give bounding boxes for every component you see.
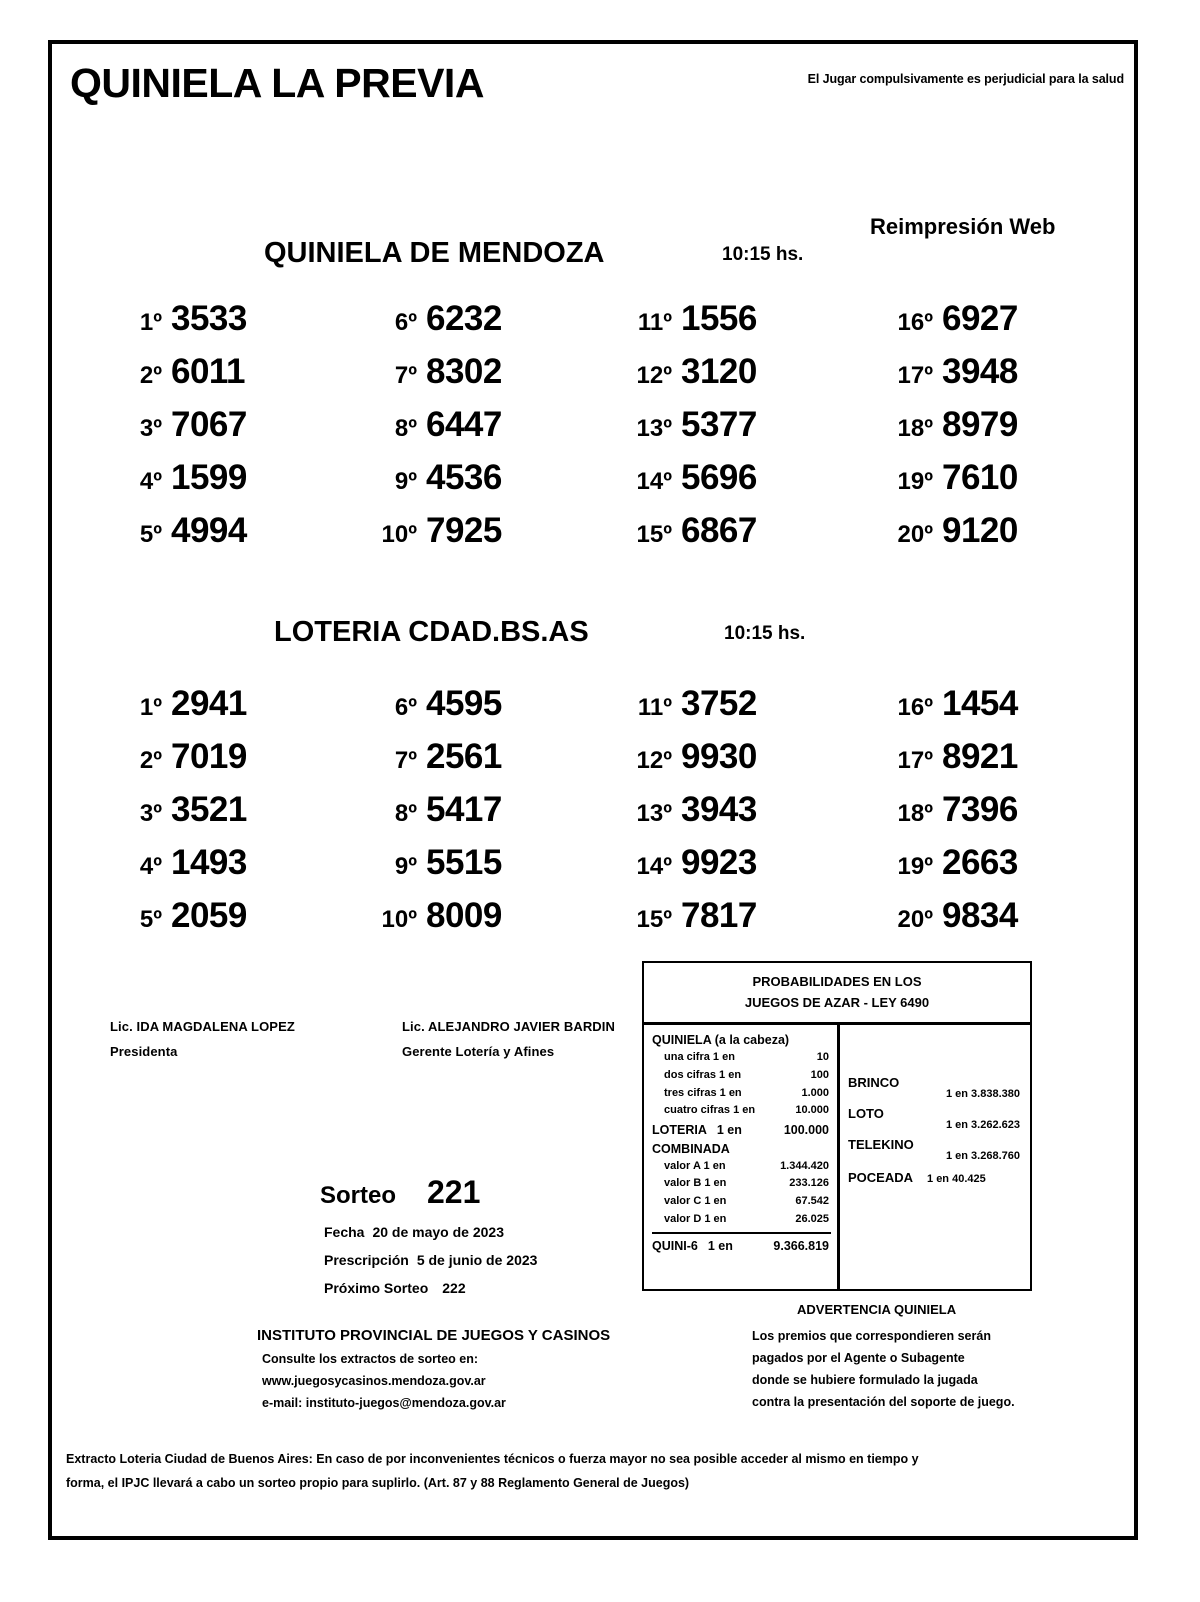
result-position: 12º — [636, 362, 672, 389]
advertencia-line-1: Los premios que correspondieren serán — [752, 1329, 991, 1343]
result-number: 3943 — [681, 790, 757, 829]
result-position: 11º — [637, 309, 672, 336]
result-cell — [110, 790, 353, 843]
loteria-mid: 1 en — [716, 1123, 742, 1138]
sorteo-fecha-label: Fecha — [324, 1224, 365, 1240]
combinada-prob-row — [652, 1175, 831, 1193]
signature-role-president: Presidenta — [110, 1044, 178, 1059]
result-number: 2663 — [942, 843, 1018, 882]
combinada-prob-row-value: 67.542 — [795, 1195, 829, 1208]
quiniela-prob-row-value: 10.000 — [795, 1104, 829, 1117]
page-title: QUINIELA LA PREVIA — [70, 60, 484, 106]
result-cell — [839, 511, 1082, 564]
quiniela-prob-row-label: una cifra 1 en — [664, 1051, 735, 1063]
draw-time-bsas: 10:15 hs. — [724, 623, 806, 644]
result-cell — [839, 405, 1082, 458]
result-position: 3º — [139, 415, 162, 442]
result-cell — [110, 511, 353, 564]
result-cell — [839, 843, 1082, 896]
result-cell — [110, 684, 353, 737]
probabilities-title — [644, 963, 1030, 1025]
result-position: 15º — [636, 521, 672, 548]
result-cell — [596, 843, 839, 896]
result-number: 7817 — [681, 896, 757, 935]
compulsive-gambling-warning: El Jugar compulsivamente es perjudicial para la salud — [807, 72, 1124, 86]
footnote-line-2: forma, el IPJC llevará a cabo un sorteo propio para suplirlo. (Art. 87 y 88 Reglamento General de Juegos) — [66, 1476, 690, 1490]
result-number: 1454 — [942, 684, 1018, 723]
result-number: 5377 — [681, 405, 757, 444]
results-grid-mendoza — [52, 299, 1134, 564]
result-position: 18º — [897, 415, 933, 442]
result-position: 10º — [381, 521, 417, 548]
result-position: 4º — [139, 853, 162, 880]
result-position: 15º — [636, 906, 672, 933]
result-number: 9930 — [681, 737, 757, 776]
combinada-prob-row — [652, 1211, 831, 1229]
loteria-label: LOTERIA — [652, 1123, 707, 1138]
result-number: 1556 — [681, 299, 757, 338]
combinada-section-header: COMBINADA — [652, 1141, 730, 1156]
combinada-prob-row — [652, 1158, 831, 1176]
result-position: 2º — [139, 362, 162, 389]
advertencia-line-3: donde se hubiere formulado la jugada — [752, 1373, 978, 1387]
result-number: 7925 — [426, 511, 502, 550]
combinada-prob-row — [652, 1193, 831, 1211]
combinada-prob-row-value: 233.126 — [789, 1177, 829, 1190]
result-position: 13º — [636, 415, 672, 442]
result-position: 19º — [897, 853, 933, 880]
combinada-prob-row-label: valor A 1 en — [664, 1159, 726, 1172]
signature-name-president: Lic. IDA MAGDALENA LOPEZ — [110, 1019, 295, 1034]
result-position: 6º — [394, 309, 417, 336]
result-cell — [839, 790, 1082, 843]
result-number: 3120 — [681, 352, 757, 391]
result-cell — [596, 790, 839, 843]
result-position: 5º — [139, 906, 162, 933]
signature-name-manager: Lic. ALEJANDRO JAVIER BARDIN — [402, 1019, 615, 1034]
result-position: 8º — [394, 415, 417, 442]
quiniela-prob-row — [652, 1049, 831, 1067]
quiniela-prob-row — [652, 1085, 831, 1103]
draw-title-mendoza: QUINIELA DE MENDOZA — [264, 237, 605, 269]
result-cell — [110, 458, 353, 511]
probabilities-title-line1: PROBABILIDADES EN LOS — [752, 974, 922, 990]
right-game-name: BRINCO — [848, 1075, 900, 1090]
result-position: 1º — [139, 309, 162, 336]
result-position: 16º — [897, 694, 933, 721]
result-cell — [353, 458, 596, 511]
combinada-prob-row-value: 26.025 — [795, 1212, 829, 1225]
quiniela-rows — [652, 1049, 831, 1120]
result-position: 9º — [394, 853, 417, 880]
result-cell — [353, 405, 596, 458]
quiniela-section-header: QUINIELA (a la cabeza) — [652, 1033, 790, 1047]
quiniela-prob-row-label: tres cifras 1 en — [664, 1086, 742, 1099]
probabilities-box — [642, 961, 1032, 1291]
probabilities-title-line2: JUEGOS DE AZAR - LEY 6490 — [744, 994, 930, 1010]
poceada-row — [848, 1170, 1024, 1185]
result-position: 3º — [139, 800, 162, 827]
result-cell — [353, 352, 596, 405]
result-number: 4595 — [426, 684, 502, 723]
result-number: 9120 — [942, 511, 1018, 550]
advertencia-line-2: pagados por el Agente o Subagente — [752, 1351, 965, 1365]
result-cell — [839, 352, 1082, 405]
quiniela-prob-row-value: 10 — [816, 1051, 829, 1063]
result-number: 5696 — [681, 458, 757, 497]
sorteo-fecha-row — [324, 1224, 504, 1240]
probabilities-left-column — [644, 1025, 840, 1289]
result-cell — [596, 896, 839, 949]
result-position: 10º — [381, 906, 417, 933]
sorteo-prescripcion-label: Prescripción — [324, 1252, 409, 1268]
sorteo-prescripcion-value: 5 de junio de 2023 — [416, 1252, 538, 1268]
signature-role-manager: Gerente Lotería y Afines — [402, 1044, 555, 1059]
quiniela-prob-row-value: 100 — [810, 1068, 829, 1081]
combinada-prob-row-value: 1.344.420 — [780, 1159, 829, 1172]
result-number: 2941 — [171, 684, 247, 723]
result-number: 3948 — [942, 352, 1018, 391]
result-cell — [596, 511, 839, 564]
result-position: 9º — [394, 468, 417, 495]
result-number: 1493 — [171, 843, 247, 882]
result-position: 2º — [139, 747, 162, 774]
result-number: 4536 — [426, 458, 502, 497]
result-number: 1599 — [171, 458, 247, 497]
result-number: 5417 — [426, 790, 502, 829]
result-position: 4º — [139, 468, 162, 495]
sorteo-number: 221 — [427, 1174, 481, 1210]
sorteo-prescripcion-row — [324, 1252, 537, 1268]
result-number: 6011 — [171, 352, 245, 391]
result-number: 6232 — [426, 299, 502, 338]
result-cell — [110, 405, 353, 458]
result-number: 8009 — [426, 896, 502, 935]
result-number: 5515 — [426, 843, 502, 882]
result-cell — [596, 737, 839, 790]
draw-header-mendoza — [52, 209, 1134, 279]
result-cell — [110, 352, 353, 405]
result-cell — [596, 352, 839, 405]
result-cell — [353, 299, 596, 352]
result-number: 3752 — [681, 684, 757, 723]
result-cell — [353, 896, 596, 949]
result-position: 18º — [897, 800, 933, 827]
result-cell — [110, 896, 353, 949]
result-cell — [110, 299, 353, 352]
result-cell — [596, 299, 839, 352]
result-position: 14º — [636, 468, 672, 495]
sorteo-proximo-value: 222 — [442, 1280, 466, 1296]
result-number: 3521 — [171, 790, 247, 829]
quiniela-prob-row-label: cuatro cifras 1 en — [664, 1104, 756, 1117]
result-position: 8º — [394, 800, 417, 827]
result-cell — [110, 843, 353, 896]
combinada-prob-row-label: valor D 1 en — [664, 1212, 727, 1225]
result-position: 1º — [139, 694, 162, 721]
right-game-value: 1 en 3.838.380 — [945, 1088, 1020, 1100]
result-number: 7019 — [171, 737, 247, 776]
result-number: 7067 — [171, 405, 247, 444]
loteria-value: 100.000 — [783, 1123, 829, 1138]
reprint-label: Reimpresión Web — [870, 214, 1056, 239]
draw-time-mendoza: 10:15 hs. — [722, 244, 804, 265]
sorteo-label: Sorteo — [320, 1182, 397, 1209]
result-number: 3533 — [171, 299, 247, 338]
result-number: 8979 — [942, 405, 1018, 444]
result-cell — [839, 458, 1082, 511]
result-position: 20º — [897, 906, 933, 933]
institute-line-1: Consulte los extractos de sorteo en: — [262, 1352, 479, 1366]
result-position: 14º — [636, 853, 672, 880]
result-position: 11º — [637, 694, 672, 721]
result-cell — [353, 511, 596, 564]
sorteo-proximo-row — [324, 1280, 466, 1296]
result-position: 7º — [394, 747, 417, 774]
result-position: 6º — [394, 694, 417, 721]
right-games-list — [848, 1075, 1024, 1162]
result-number: 2059 — [171, 896, 247, 935]
result-number: 9834 — [942, 896, 1018, 935]
result-cell — [839, 896, 1082, 949]
right-game-name: TELEKINO — [848, 1137, 914, 1152]
loteria-row — [652, 1120, 831, 1140]
quiniela-prob-row — [652, 1102, 831, 1120]
result-number: 7396 — [942, 790, 1018, 829]
poceada-name: POCEADA — [848, 1170, 914, 1185]
result-cell — [353, 843, 596, 896]
footnote-line-1: Extracto Loteria Ciudad de Buenos Aires: En caso de por inconvenientes técnicos o fuerza mayor no sea posible acceder al mismo en tiempo y — [66, 1452, 919, 1466]
result-position: 19º — [897, 468, 933, 495]
lottery-extract-sheet — [48, 40, 1138, 1540]
advertencia-line-4: contra la presentación del soporte de juego. — [752, 1395, 1015, 1409]
result-position: 17º — [897, 362, 933, 389]
results-grid-bsas — [52, 684, 1134, 949]
result-position: 7º — [394, 362, 417, 389]
combinada-prob-row-label: valor C 1 en — [664, 1195, 727, 1208]
right-game-name: LOTO — [848, 1106, 884, 1121]
right-game-value: 1 en 3.268.760 — [945, 1150, 1020, 1162]
quiniela-prob-row — [652, 1067, 831, 1085]
quini6-row — [652, 1232, 831, 1256]
result-number: 8921 — [942, 737, 1018, 776]
quini6-mid: 1 en — [707, 1238, 733, 1253]
result-cell — [596, 458, 839, 511]
result-number: 7610 — [942, 458, 1018, 497]
draw-title-bsas: LOTERIA CDAD.BS.AS — [274, 616, 589, 648]
sorteo-fecha-value: 20 de mayo de 2023 — [372, 1224, 504, 1240]
advertencia-title: ADVERTENCIA QUINIELA — [797, 1302, 957, 1317]
result-cell — [839, 737, 1082, 790]
poceada-value: 1 en 40.425 — [927, 1173, 986, 1185]
result-cell — [353, 790, 596, 843]
probabilities-body — [644, 1025, 1030, 1289]
result-number: 8302 — [426, 352, 502, 391]
probabilities-right-column — [840, 1025, 1030, 1289]
combinada-rows — [652, 1158, 831, 1229]
result-cell — [110, 737, 353, 790]
result-position: 20º — [897, 521, 933, 548]
result-number: 9923 — [681, 843, 757, 882]
quiniela-prob-row-value: 1.000 — [801, 1086, 829, 1099]
result-position: 13º — [636, 800, 672, 827]
quini6-label: QUINI-6 — [652, 1238, 698, 1253]
header-bar — [52, 54, 1134, 114]
quiniela-prob-row-label: dos cifras 1 en — [664, 1068, 742, 1081]
result-cell — [839, 299, 1082, 352]
institute-line-2[interactable]: www.juegosycasinos.mendoza.gov.ar — [262, 1374, 486, 1388]
result-position: 17º — [897, 747, 933, 774]
result-number: 6867 — [681, 511, 757, 550]
result-cell — [353, 684, 596, 737]
right-game-value: 1 en 3.262.623 — [945, 1119, 1020, 1131]
result-position: 5º — [139, 521, 162, 548]
result-cell — [839, 684, 1082, 737]
result-position: 16º — [897, 309, 933, 336]
result-number: 4994 — [171, 511, 247, 550]
result-cell — [353, 737, 596, 790]
result-number: 6447 — [426, 405, 502, 444]
result-cell — [596, 684, 839, 737]
draw-header-bsas — [52, 592, 1134, 662]
result-cell — [596, 405, 839, 458]
institute-title: INSTITUTO PROVINCIAL DE JUEGOS Y CASINOS — [257, 1327, 611, 1344]
result-position: 12º — [636, 747, 672, 774]
result-number: 6927 — [942, 299, 1018, 338]
result-number: 2561 — [426, 737, 502, 776]
quini6-value: 9.366.819 — [773, 1238, 829, 1253]
institute-line-3[interactable]: e-mail: instituto-juegos@mendoza.gov.ar — [262, 1396, 506, 1410]
sorteo-proximo-label: Próximo Sorteo — [324, 1280, 429, 1296]
combinada-prob-row-label: valor B 1 en — [664, 1177, 727, 1190]
